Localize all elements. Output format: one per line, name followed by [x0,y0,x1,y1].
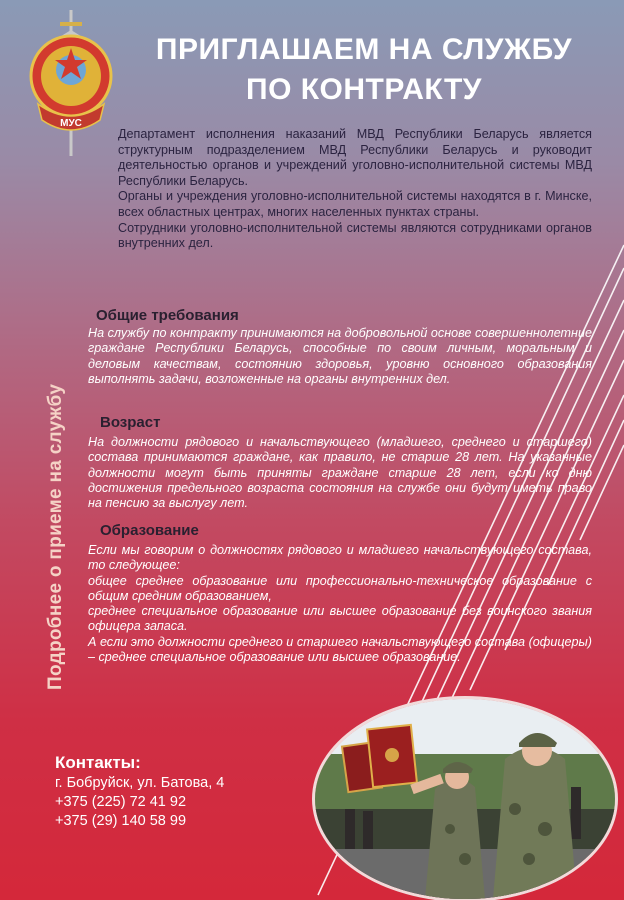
contacts-title: Контакты: [55,753,141,772]
intro-paragraph: Департамент исполнения наказаний МВД Республики Беларусь является структурным подразделением МВД Республики Беларусь и руководит деятельностью органов и учреждений уголовно-исполнительной системы МВД Республики Беларусь. [118,127,592,188]
intro-text [118,127,592,252]
education-line: общее среднее образование или профессионально-техническое образование с общим средним образованием, [88,573,592,603]
title-line-1: ПРИГЛАШАЕМ НА СЛУЖБУ [155,33,573,66]
side-caption: Подробнее о приеме на службу [45,383,66,690]
intro-paragraph: Органы и учреждения уголовно-исполнительной системы находятся в г. Минске, всех областных центрах, многих населенных пунктах страны. [118,189,592,219]
section-text-general: На службу по контракту принимаются на добровольной основе совершеннолетние граждане Республики Беларусь, способные по своим личным, моральным и деловым качествам, состоянию здоровья, уровню основного образования выполнять задачи, возложенные на органы внутренних дел. [88,326,592,386]
contacts-phone-1[interactable]: +375 (225) 72 41 92 [55,794,187,810]
section-text-age: На должности рядового и начальствующего (младшего, среднего и старшего) состава принимаются граждане, как правило, не старше 28 лет. На указанные должности могут быть приняты граждане старше 28 лет, если ко дню достижения предельного возраста состояния на службе они будут иметь право на пенсию за выслугу лет. [88,435,592,511]
police-badge-with-sword-icon [24,8,118,158]
section-title-education: Образование [100,522,199,539]
title-line-2: ПО КОНТРАКТУ [246,73,482,106]
section-text-education [88,543,592,665]
section-title-general: Общие требования [96,307,239,324]
education-line: среднее специальное образование или высшее образование без воинского звания офицера запаса. [88,604,592,634]
svg-text:МУС: МУС [60,118,82,129]
oath-ceremony-photo [312,696,618,900]
education-line: А если это должности среднего и старшего начальствующего состава (офицеры) – среднее специальное образование или высшее образование. [88,634,592,665]
contacts-address: г. Бобруйск, ул. Батова, 4 [55,775,225,791]
intro-paragraph: Сотрудники уголовно-исполнительной системы являются сотрудниками органов внутренних дел. [118,220,592,251]
contacts-phone-2[interactable]: +375 (29) 140 58 99 [55,813,187,829]
contacts-block [55,752,224,831]
section-title-age: Возраст [100,414,161,431]
education-line: Если мы говорим о должностях рядового и младшего начальствующего состава, то следующее: [88,543,592,573]
page-title [120,30,608,110]
